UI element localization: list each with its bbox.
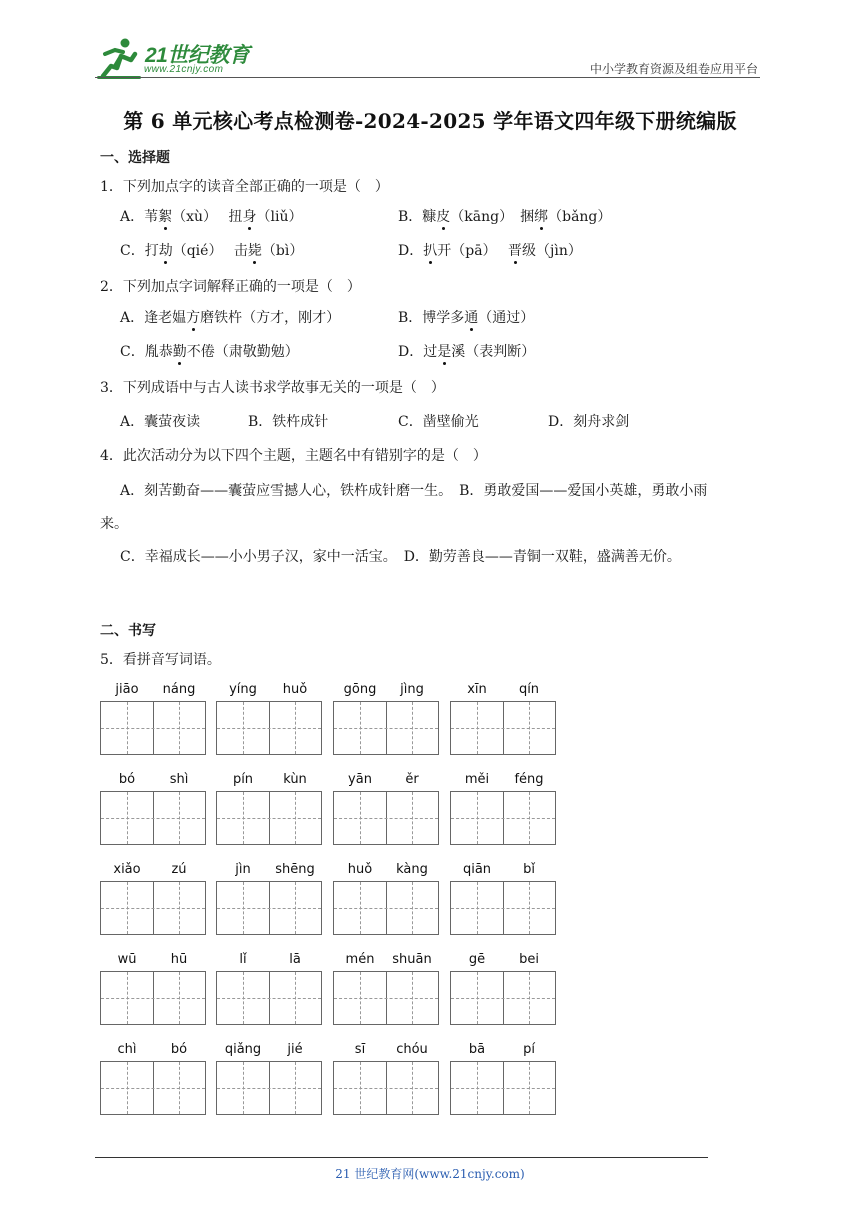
question-1-option-b <box>398 206 611 226</box>
option-text: （qié） 击 <box>172 243 248 259</box>
grid-guide-line <box>101 908 205 909</box>
option-text: A．苇 <box>120 209 159 225</box>
dotted-char: 身 <box>242 209 257 225</box>
writing-box[interactable] <box>216 971 322 1025</box>
dotted-char: 皮 <box>436 209 451 225</box>
option-text: （通过） <box>478 310 535 326</box>
writing-box[interactable] <box>333 971 439 1025</box>
pinyin-syllable: bó <box>170 1042 188 1057</box>
question-2-option-d <box>398 341 535 361</box>
option-text: （bì） <box>261 243 304 259</box>
question-1-stem: 1．下列加点字的读音全部正确的一项是（ ） <box>100 179 389 195</box>
platform-name: 中小学教育资源及组卷应用平台 <box>589 62 758 76</box>
grid-guide-line <box>101 998 205 999</box>
question-4-options-line-2: 来。 <box>100 516 128 532</box>
writing-box[interactable] <box>100 971 206 1025</box>
option-text: B．糠 <box>398 209 437 225</box>
header-divider <box>95 77 760 78</box>
pinyin-syllable: qiān <box>462 862 492 877</box>
pinyin-syllable: xiǎo <box>113 862 141 877</box>
writing-box[interactable] <box>333 791 439 845</box>
pinyin-syllable: ěr <box>405 772 419 787</box>
question-2-option-c <box>120 341 299 361</box>
writing-box[interactable] <box>450 701 556 755</box>
grid-guide-line <box>217 728 321 729</box>
pinyin-syllable: zú <box>171 862 187 877</box>
writing-box[interactable] <box>216 1061 322 1115</box>
dotted-char: 絮 <box>158 209 173 225</box>
option-text: A．逢老媪 <box>120 310 187 326</box>
pinyin-syllable: xīn <box>467 682 487 697</box>
question-2-stem: 2．下列加点字词解释正确的一项是（ ） <box>100 279 361 295</box>
pinyin-syllable: bó <box>118 772 136 787</box>
pinyin-syllable: hū <box>170 952 188 967</box>
dotted-char: 晋 <box>508 243 522 259</box>
pinyin-syllable: wū <box>117 952 137 967</box>
option-text: （bǎng） <box>548 209 612 225</box>
page-header <box>95 30 760 80</box>
section-heading-choice: 一、选择题 <box>100 150 170 166</box>
question-1-option-c <box>120 240 303 260</box>
pinyin-syllable: bei <box>519 952 539 967</box>
writing-box[interactable] <box>100 881 206 935</box>
grid-guide-line <box>217 818 321 819</box>
option-text: D．过 <box>398 344 438 360</box>
section-heading-writing: 二、书写 <box>100 623 156 639</box>
pinyin-syllable: chì <box>117 1042 137 1057</box>
writing-box[interactable] <box>216 791 322 845</box>
writing-box[interactable] <box>216 881 322 935</box>
dotted-char: 绑 <box>534 209 549 225</box>
pinyin-syllable: mén <box>345 952 375 967</box>
option-text: C．打 <box>120 243 159 259</box>
option-text: 溪（表判断） <box>451 344 536 360</box>
question-2-option-b <box>398 307 534 327</box>
writing-box[interactable] <box>333 881 439 935</box>
writing-box[interactable] <box>450 791 556 845</box>
grid-guide-line <box>217 998 321 999</box>
option-text: 磨铁杵（方才，刚才） <box>200 310 341 326</box>
option-text: （kāng） 捆 <box>450 209 535 225</box>
option-text: （liǔ） <box>256 209 303 225</box>
pinyin-syllable: shēng <box>275 862 315 877</box>
option-text: B．博学多 <box>398 310 465 326</box>
pinyin-syllable: náng <box>162 682 196 697</box>
footer-text: 21 世纪教育网(www.21cnjy.com) <box>335 1167 525 1181</box>
question-4-options-line-3: C．幸福成长——小小男子汉，家中一活宝。 D．勤劳善良——青铜一双鞋，盛满善无价。 <box>120 549 681 565</box>
writing-box[interactable] <box>100 701 206 755</box>
pinyin-syllable: shì <box>169 772 189 787</box>
dotted-char: 是 <box>437 344 452 360</box>
dotted-char: 方 <box>186 310 201 326</box>
pinyin-syllable: jié <box>287 1042 303 1057</box>
grid-guide-line <box>334 1088 438 1089</box>
page-title: 第 6 单元核心考点检测卷-2024-2025 学年语文四年级下册统编版 <box>123 109 737 133</box>
grid-guide-line <box>451 908 555 909</box>
option-text: （xù） 扭 <box>172 209 243 225</box>
pinyin-syllable: qiǎng <box>224 1042 262 1057</box>
pinyin-syllable: huǒ <box>347 862 373 877</box>
pinyin-syllable: féng <box>514 772 544 787</box>
grid-guide-line <box>101 728 205 729</box>
pinyin-syllable: sī <box>354 1042 366 1057</box>
writing-box[interactable] <box>333 701 439 755</box>
pinyin-syllable: bā <box>468 1042 486 1057</box>
dotted-char: 毙 <box>247 243 262 259</box>
grid-guide-line <box>101 1088 205 1089</box>
grid-guide-line <box>334 728 438 729</box>
grid-guide-line <box>451 818 555 819</box>
pinyin-syllable: jìn <box>235 862 251 877</box>
grid-guide-line <box>451 728 555 729</box>
grid-guide-line <box>334 818 438 819</box>
writing-box[interactable] <box>216 701 322 755</box>
grid-guide-line <box>334 998 438 999</box>
logo <box>95 36 265 80</box>
pinyin-syllable: jiāo <box>115 682 139 697</box>
question-1-option-a <box>120 206 302 226</box>
question-3-option-a: A．囊萤夜读 <box>120 414 201 430</box>
brand-url: www.21cnjy.com <box>144 64 224 75</box>
writing-box[interactable] <box>450 881 556 935</box>
pinyin-syllable: pí <box>523 1042 535 1057</box>
pinyin-syllable: gē <box>468 952 486 967</box>
grid-guide-line <box>451 1088 555 1089</box>
grid-guide-line <box>217 1088 321 1089</box>
option-text: 开（pā） <box>437 243 508 259</box>
writing-box[interactable] <box>450 971 556 1025</box>
brand-name: 21世纪教育 <box>145 44 250 67</box>
grid-guide-line <box>451 998 555 999</box>
pinyin-syllable: huǒ <box>282 682 308 697</box>
pinyin-syllable: chóu <box>396 1042 428 1057</box>
grid-guide-line <box>217 908 321 909</box>
pinyin-syllable: pín <box>232 772 254 787</box>
option-text: 不倦（肃敬勤勉） <box>186 344 299 360</box>
option-text: D． <box>398 243 424 259</box>
pinyin-syllable: yíng <box>229 682 257 697</box>
grid-guide-line <box>334 908 438 909</box>
pinyin-syllable: kàng <box>396 862 428 877</box>
question-3-option-b: B．铁杵成针 <box>248 414 329 430</box>
dotted-char: 扒 <box>423 243 438 259</box>
option-text: C．胤恭 <box>120 344 173 360</box>
dotted-char: 劫 <box>158 243 173 259</box>
writing-box[interactable] <box>450 1061 556 1115</box>
pinyin-syllable: shuān <box>392 952 432 967</box>
question-4-stem: 4．此次活动分为以下四个主题，主题名中有错别字的是（ ） <box>100 448 487 464</box>
pinyin-syllable: lā <box>289 952 301 967</box>
writing-box[interactable] <box>333 1061 439 1115</box>
question-3-stem: 3．下列成语中与古人读书求学故事无关的一项是（ ） <box>100 380 445 396</box>
dotted-char: 勤 <box>172 344 187 360</box>
pinyin-syllable: qín <box>518 682 540 697</box>
writing-box[interactable] <box>100 791 206 845</box>
pinyin-syllable: bǐ <box>523 862 535 877</box>
question-4-options-line-1: A．刻苦勤奋——囊萤应雪撼人心，铁杵成针磨一生。 B．勇敢爱国——爱国小英雄，勇敢小雨 <box>120 483 708 499</box>
question-2-option-a <box>120 307 340 327</box>
runner-logo-icon <box>95 36 143 80</box>
writing-box[interactable] <box>100 1061 206 1115</box>
option-text: 级（jìn） <box>522 243 582 259</box>
pinyin-syllable: lǐ <box>239 952 247 967</box>
pinyin-syllable: jìng <box>400 682 424 697</box>
question-3-option-d: D．刻舟求剑 <box>548 414 630 430</box>
footer-divider <box>95 1157 708 1158</box>
pinyin-syllable: yān <box>348 772 372 787</box>
question-3-option-c: C．凿壁偷光 <box>398 414 479 430</box>
question-5-stem: 5．看拼音写词语。 <box>100 652 221 668</box>
dotted-char: 通 <box>464 310 479 326</box>
pinyin-syllable: měi <box>464 772 490 787</box>
pinyin-syllable: kùn <box>283 772 307 787</box>
grid-guide-line <box>101 818 205 819</box>
pinyin-syllable: gōng <box>343 682 377 697</box>
question-1-option-d <box>398 240 582 260</box>
